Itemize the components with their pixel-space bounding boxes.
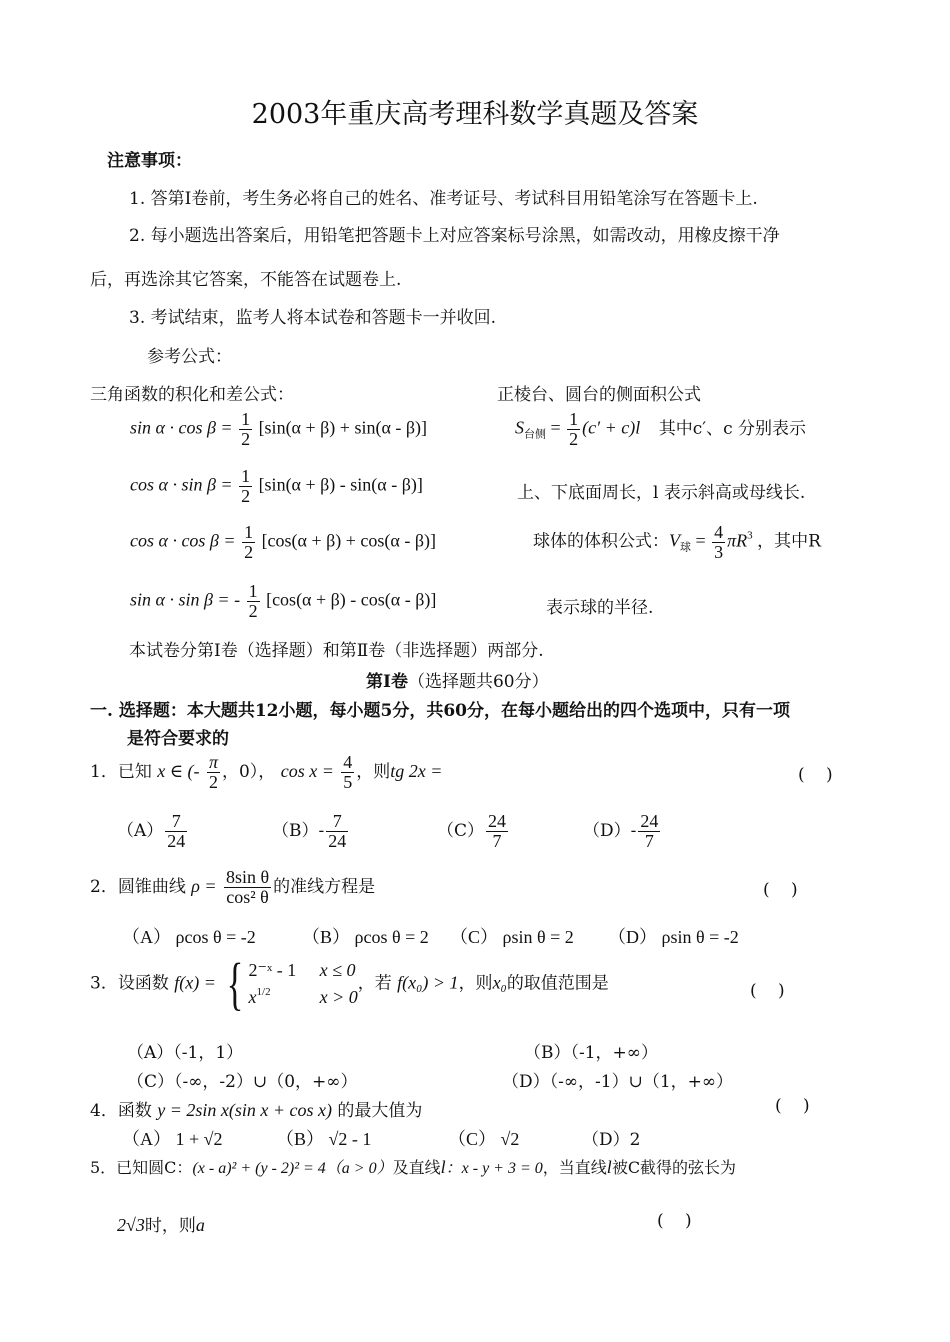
trig-formula-1: sin α · cos β = $\frac{1}{2}$ [sin(α + β) + sin(α - β)] [130,409,428,449]
notice-item-3: 3. 考试结束，监考人将本试卷和答题卡一并收回. [129,308,497,328]
question-2-stem: 2．圆锥曲线 ρ = $\frac{\text{8sin θ}}{\text{cos² θ}}$ 的准线方程是 [90,867,376,907]
part1-instructions-line2: 是符合要求的 [127,729,229,749]
section1-title: 第Ⅰ卷（选择题共60分） [366,672,549,692]
question-2-option-a: （A） ρcos θ = -2 [122,927,256,947]
frustum-formula: $S_{台侧}$ = $\frac{1}{2}$ (c′ + c)l 其中c′、c 分别表示 [515,409,807,449]
question-3-option-a: （A）（-1，1） [127,1043,244,1063]
question-3-answer-blank: ( ) [750,981,793,1001]
question-1-option-a: （A） $\frac{7}{24}$ [117,811,186,851]
trig-formulas-heading: 三角函数的积化和差公式： [90,385,294,405]
question-3-option-d: （D）（-∞，-1）∪（1，+∞） [502,1072,734,1092]
frustum-formula-heading: 正棱台、圆台的侧面积公式 [497,385,701,405]
notice-item-2a: 2. 每小题选出答案后，用铅笔把答题卡上对应答案标号涂黑，如需改动，用橡皮擦干净 [129,226,780,246]
question-2-option-b: （B） ρcos θ = 2 [302,927,429,947]
question-3-stem: 3．设函数 f(x) = { 2⁻ˣ - 1 $x^{1/2}$ x ≤ 0 x > 0，若 f(x₀) > 1，则x₀的取值范围是 [90,951,609,1016]
question-2-option-c: （C） ρsin θ = 2 [450,927,574,947]
question-3-option-b: （B）（-1，+∞） [524,1043,658,1063]
trig-formula-2: cos α · sin β = $\frac{1}{2}$ [sin(α + β) - sin(α - β)] [130,466,423,506]
notice-item-2b: 后，再选涂其它答案，不能答在试题卷上. [90,270,402,290]
trig-formula-3: cos α · cos β = $\frac{1}{2}$ [cos(α + β) + cos(α - β)] [130,522,436,562]
notice-heading: 注意事项： [107,151,192,171]
formulas-heading: 参考公式： [147,347,232,367]
question-4-answer-blank: ( ) [775,1096,818,1116]
question-4-option-b: （B） √2 - 1 [276,1129,372,1149]
part1-instructions-line1: 一. 选择题：本大题共12小题，每小题5分，共60分，在每小题给出的四个选项中，只有一项 [90,701,790,721]
question-1-option-d: （D）- $\frac{24}{7}$ [583,811,659,851]
question-3-option-c: （C）（-∞，-2）∪（0，+∞） [127,1072,358,1092]
question-4-option-a: （A） 1 + √2 [122,1129,223,1149]
frustum-formula-note: 上、下底面周长，l 表示斜高或母线长. [517,483,806,503]
question-4-option-d: （D）2 [582,1130,641,1150]
notice-item-1: 1. 答第Ⅰ卷前，考生务必将自己的姓名、准考证号、考试科目用铅笔涂写在答题卡上. [129,189,758,209]
question-1-option-c: （C） $\frac{24}{7}$ [437,811,507,851]
question-1-stem: 1．已知 x ∈ (- $\frac{\pi}{2}$ ，0）， cos x = $\frac{4}{5}$ ，则tg 2x = [90,752,443,792]
question-1-option-b: （B）- $\frac{7}{24}$ [272,811,347,851]
question-4-stem: 4．函数 y = 2sin x(sin x + cos x) 的最大值为 [90,1100,423,1121]
sphere-formula-note: 表示球的半径. [546,598,654,618]
question-1-answer-blank: ( ) [798,765,841,785]
paper-intro: 本试卷分第Ⅰ卷（选择题）和第Ⅱ卷（非选择题）两部分. [129,641,544,661]
question-4-option-c: （C） √2 [448,1129,520,1149]
question-5-stem-cont: 2√3时，则a [117,1215,205,1236]
question-5-answer-blank: ( ) [657,1211,700,1231]
question-2-answer-blank: ( ) [763,880,806,900]
page-title: 2003年重庆高考理科数学真题及答案 [251,99,699,130]
question-2-option-d: （D） ρsin θ = -2 [608,927,739,947]
sphere-formula: 球体的体积公式：$V_球$ = $\frac{4}{3}$ $\pi R^3$ ，其中R [533,522,821,562]
question-5-stem: 5．已知圆C：(x - a)² + (y - 2)² = 4（a > 0）及直线l：x - y + 3 = 0，当直线l被C截得的弦长为 [90,1157,737,1177]
trig-formula-4: sin α · sin β = - $\frac{1}{2}$ [cos(α + β) - cos(α - β)] [130,581,437,621]
